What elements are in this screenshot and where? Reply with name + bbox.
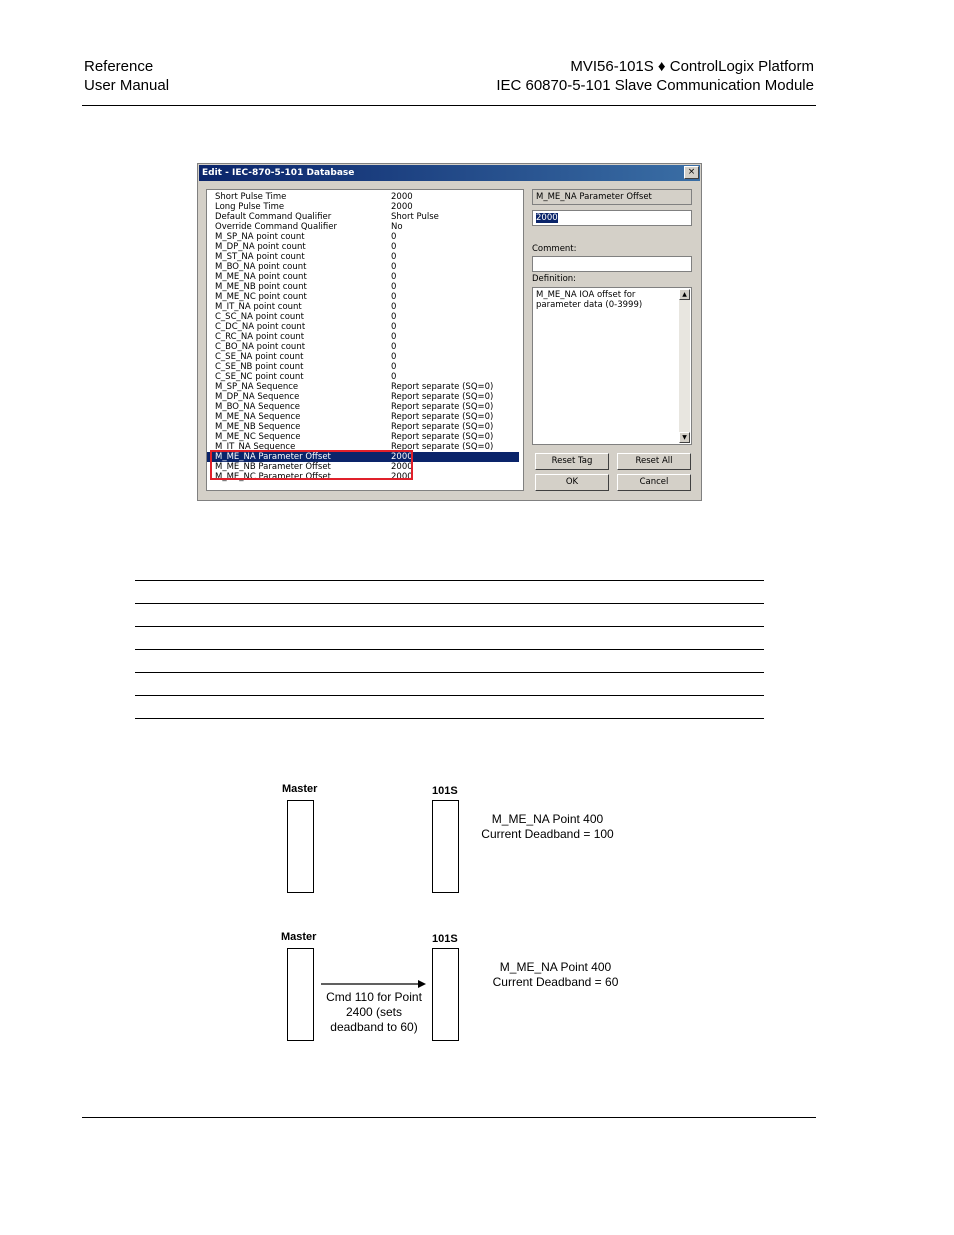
- diagram2-master-label: Master: [281, 931, 317, 943]
- list-item-value: 0: [391, 362, 397, 372]
- list-item[interactable]: [207, 322, 519, 332]
- list-item[interactable]: [207, 392, 519, 402]
- list-item-value: 0: [391, 312, 397, 322]
- diagram2-slave-label: 101S: [432, 933, 458, 945]
- diagram1-note-line1: M_ME_NA Point 400: [491, 812, 604, 826]
- list-item-value: 2000: [391, 462, 413, 472]
- diagram2-arrow-label: [315, 990, 433, 1035]
- list-item-value: 0: [391, 252, 397, 262]
- diagram1-master-bar: [287, 800, 314, 893]
- table-rule: [135, 695, 764, 696]
- footer-rule: [82, 1117, 816, 1118]
- diagram2-note-line1: M_ME_NA Point 400: [499, 960, 612, 974]
- list-item[interactable]: [207, 362, 519, 372]
- list-item-value: Report separate (SQ=0): [391, 442, 494, 452]
- diagram1-note: [470, 812, 625, 842]
- list-item-value: Report separate (SQ=0): [391, 422, 494, 432]
- diagram1-slave-label: 101S: [432, 785, 458, 797]
- field-name-display: M_ME_NA Parameter Offset: [532, 189, 692, 205]
- list-item-value: Report separate (SQ=0): [391, 402, 494, 412]
- reset-tag-button[interactable]: Reset Tag: [535, 453, 609, 470]
- value-input[interactable]: [532, 210, 692, 226]
- list-item-name: C_SE_NC point count: [215, 372, 304, 382]
- list-item-value: Report separate (SQ=0): [391, 432, 494, 442]
- header-doc-type: User Manual: [84, 77, 170, 94]
- list-item-name: M_ME_NC Parameter Offset: [215, 472, 331, 482]
- list-item[interactable]: [207, 282, 519, 292]
- list-item-name: M_SP_NA Sequence: [215, 382, 299, 392]
- header-module: IEC 60870-5-101 Slave Communication Module: [496, 77, 814, 94]
- list-item[interactable]: [207, 202, 519, 212]
- comment-input[interactable]: [532, 256, 692, 272]
- value-input-text: 2000: [536, 213, 558, 223]
- list-item-value: 0: [391, 352, 397, 362]
- comment-label: Comment:: [532, 244, 577, 254]
- diagram2-note-line2: Current Deadband = 60: [492, 975, 619, 989]
- list-item-value: No: [391, 222, 403, 232]
- list-item-value: 0: [391, 262, 397, 272]
- list-item-value: 0: [391, 332, 397, 342]
- list-item-name: Default Command Qualifier: [215, 212, 332, 222]
- table-rule: [135, 580, 764, 581]
- diagram1-master-label: Master: [282, 783, 318, 795]
- list-item-value: 0: [391, 322, 397, 332]
- list-item[interactable]: [207, 382, 519, 392]
- diagram2-arrow-line2: 2400 (sets: [345, 1005, 403, 1019]
- list-item[interactable]: [207, 222, 519, 232]
- list-item-value: 0: [391, 292, 397, 302]
- ok-button[interactable]: OK: [535, 474, 609, 491]
- list-item-name: M_ME_NA Sequence: [215, 412, 301, 422]
- list-item-name: M_ME_NA point count: [215, 272, 307, 282]
- list-item-name: M_IT_NA Sequence: [215, 442, 296, 452]
- table-rule: [135, 649, 764, 650]
- list-item-value: 2000: [391, 202, 413, 212]
- list-item-name: M_BO_NA point count: [215, 262, 307, 272]
- list-item[interactable]: [207, 422, 519, 432]
- list-item-name: M_BO_NA Sequence: [215, 402, 301, 412]
- list-item-value: 2000: [391, 472, 413, 482]
- reset-all-button[interactable]: Reset All: [617, 453, 691, 470]
- list-item-value: 0: [391, 282, 397, 292]
- list-item[interactable]: [207, 342, 519, 352]
- list-item-name: C_SC_NA point count: [215, 312, 305, 322]
- list-item-value: 0: [391, 232, 397, 242]
- list-item[interactable]: [207, 412, 519, 422]
- list-item[interactable]: [207, 352, 519, 362]
- table-rule: [135, 718, 764, 719]
- list-item-name: C_SE_NA point count: [215, 352, 304, 362]
- diagram2-arrow-line1: Cmd 110 for Point: [326, 990, 422, 1004]
- list-item-name: M_ME_NB Sequence: [215, 422, 301, 432]
- header-right: [496, 57, 814, 95]
- list-item[interactable]: [207, 262, 519, 272]
- scroll-down-icon[interactable]: ▼: [679, 432, 690, 443]
- list-item[interactable]: [207, 242, 519, 252]
- list-item-value: 0: [391, 372, 397, 382]
- diagram2-master-bar: [287, 948, 314, 1041]
- list-item[interactable]: [207, 432, 519, 442]
- list-item[interactable]: [207, 312, 519, 322]
- list-item[interactable]: [207, 402, 519, 412]
- list-item[interactable]: [207, 372, 519, 382]
- list-item-name: C_DC_NA point count: [215, 322, 306, 332]
- list-item-name: M_ME_NC point count: [215, 292, 307, 302]
- list-item[interactable]: [207, 292, 519, 302]
- list-item[interactable]: [207, 302, 519, 312]
- list-item[interactable]: [207, 232, 519, 242]
- arrow-head: [418, 980, 426, 988]
- list-item-name: M_DP_NA point count: [215, 242, 306, 252]
- definition-scrollbar[interactable]: [679, 289, 690, 443]
- list-item[interactable]: [207, 192, 519, 202]
- parameter-offset-highlight: [210, 450, 413, 480]
- definition-text: M_ME_NA IOA offset for parameter data (0-3999): [536, 290, 643, 310]
- header-rule: [82, 105, 816, 106]
- list-item-name: Short Pulse Time: [215, 192, 287, 202]
- list-item-name: M_IT_NA point count: [215, 302, 302, 312]
- cancel-button[interactable]: Cancel: [617, 474, 691, 491]
- list-item-name: M_ME_NA Parameter Offset: [215, 452, 331, 462]
- list-item-value: 0: [391, 272, 397, 282]
- list-item-name: C_SE_NB point count: [215, 362, 304, 372]
- list-item-name: M_ME_NB Parameter Offset: [215, 462, 331, 472]
- list-item-name: Long Pulse Time: [215, 202, 285, 212]
- list-item-name: M_ME_NC Sequence: [215, 432, 301, 442]
- list-item-value: 0: [391, 342, 397, 352]
- list-item-name: M_DP_NA Sequence: [215, 392, 300, 402]
- table-rule: [135, 672, 764, 673]
- close-icon[interactable]: ×: [684, 166, 699, 179]
- command-arrow: [318, 978, 430, 990]
- list-item-value: 0: [391, 242, 397, 252]
- table-rule: [135, 603, 764, 604]
- table-rule: [135, 626, 764, 627]
- list-item-name: Override Command Qualifier: [215, 222, 337, 232]
- list-item[interactable]: [207, 252, 519, 262]
- list-item-value: 2000: [391, 192, 413, 202]
- diagram2-arrow-line3: deadband to 60): [330, 1020, 418, 1034]
- header-section: Reference: [84, 58, 154, 75]
- list-item[interactable]: [207, 212, 519, 222]
- parameter-list[interactable]: [206, 189, 524, 491]
- header-left: [84, 57, 169, 95]
- list-item-value: Report separate (SQ=0): [391, 412, 494, 422]
- diagram2-note: [478, 960, 633, 990]
- list-item-name: M_ST_NA point count: [215, 252, 305, 262]
- list-item-name: M_ME_NB point count: [215, 282, 307, 292]
- list-item-value: Report separate (SQ=0): [391, 382, 494, 392]
- header-product: MVI56-101S ♦ ControlLogix Platform: [570, 58, 814, 75]
- definition-box: [532, 287, 692, 445]
- list-item[interactable]: [207, 272, 519, 282]
- diagram1-note-line2: Current Deadband = 100: [481, 827, 614, 841]
- list-item-value: Short Pulse: [391, 212, 439, 222]
- scroll-up-icon[interactable]: ▲: [679, 289, 690, 300]
- list-item-name: C_BO_NA point count: [215, 342, 306, 352]
- list-item[interactable]: [207, 332, 519, 342]
- list-item-value: Report separate (SQ=0): [391, 392, 494, 402]
- diagram2-slave-bar: [432, 948, 459, 1041]
- list-item-value: 0: [391, 302, 397, 312]
- dialog-title: Edit - IEC-870-5-101 Database: [199, 165, 700, 181]
- diagram1-slave-bar: [432, 800, 459, 893]
- definition-label: Definition:: [532, 274, 577, 284]
- list-item-value: 2000: [391, 452, 413, 462]
- list-item-name: C_RC_NA point count: [215, 332, 305, 342]
- list-item-name: M_SP_NA point count: [215, 232, 305, 242]
